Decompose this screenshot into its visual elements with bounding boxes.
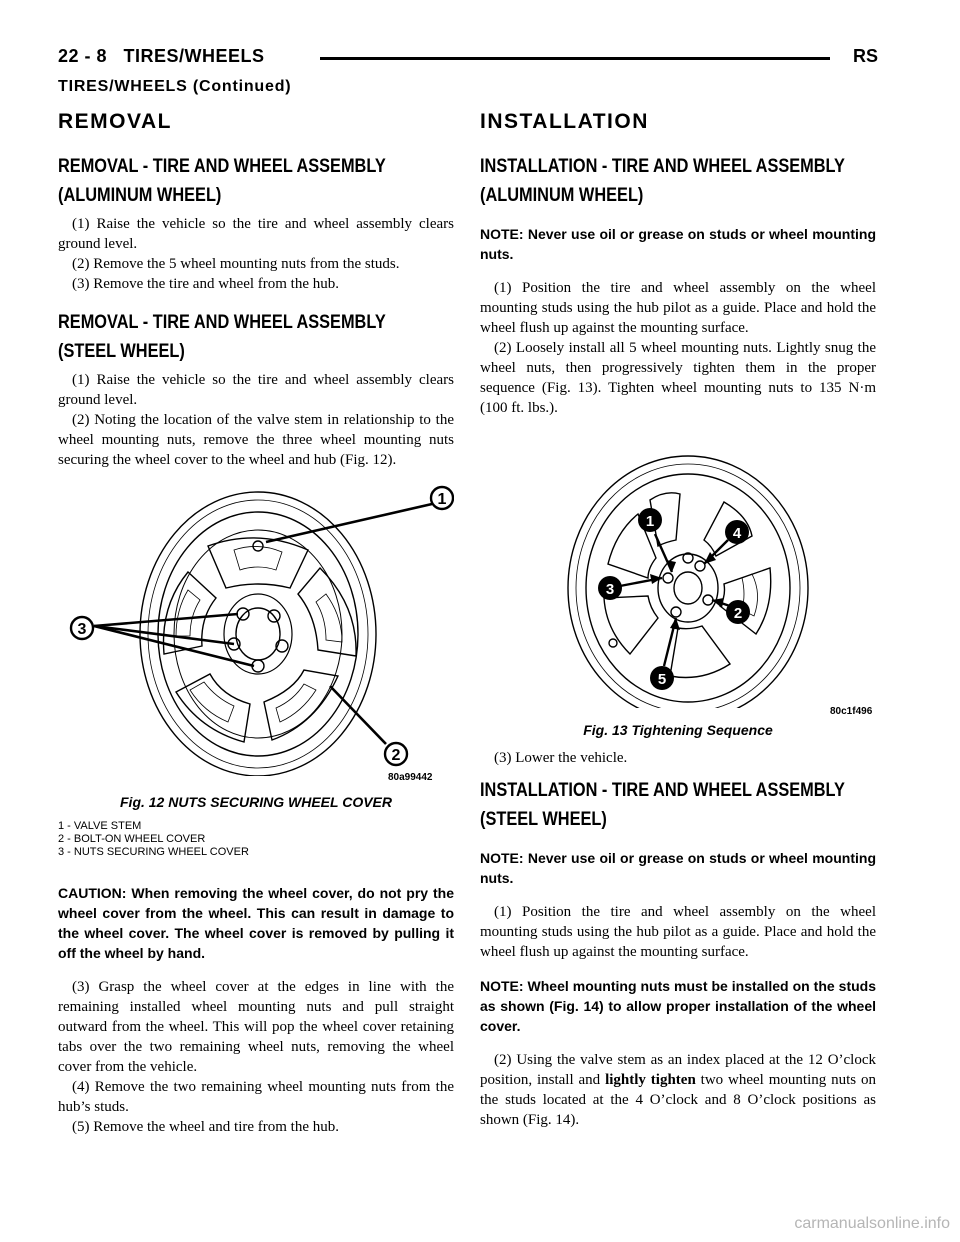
install-steel-title xyxy=(480,776,875,834)
title-line: (STEEL WHEEL) xyxy=(58,341,185,362)
figure-12-caption: Fig. 12 NUTS SECURING WHEEL COVER xyxy=(120,794,392,810)
step: (1) Raise the vehicle so the tire and wheel assembly clears ground level. xyxy=(58,372,454,408)
step: (4) Remove the two remaining wheel mounting nuts from the hub’s studs. xyxy=(58,1079,454,1115)
step-text: (2) Using the valve stem as an index placed at the 12 O’clock position, install and xyxy=(480,1052,876,1088)
seq-callout-1: 1 xyxy=(645,513,655,530)
right-column xyxy=(480,110,876,1130)
step: (2) Noting the location of the valve stem in relationship to the wheel mounting nuts, remove the three wheel mounting nuts securing the wheel cover to the wheel and hub (Fig. 12). xyxy=(58,412,454,468)
seq-callout-2: 2 xyxy=(733,605,743,622)
tightening-sequence-illustration xyxy=(480,428,876,708)
spacer xyxy=(480,768,876,776)
seq-callout-4: 4 xyxy=(732,525,742,542)
title-line: INSTALLATION - TIRE AND WHEEL ASSEMBLY xyxy=(480,156,845,177)
figure-12-legend xyxy=(58,820,454,859)
spacer xyxy=(480,738,876,748)
title-line: (ALUMINUM WHEEL) xyxy=(58,185,222,206)
header-rule xyxy=(320,57,830,60)
step: (3) Lower the vehicle. xyxy=(494,750,628,766)
section-name: TIRES/WHEELS xyxy=(123,46,265,66)
spacer xyxy=(58,294,454,308)
legend-item: 1 - VALVE STEM xyxy=(58,820,142,832)
removal-aluminum-title xyxy=(58,152,453,210)
caution-text: CAUTION: When removing the wheel cover, do not pry the wheel cover from the wheel. This can result in damage to the wheel cover. The wheel cover is removed by pulling it off the wheel by hand. xyxy=(58,885,454,961)
title-line: REMOVAL - TIRE AND WHEEL ASSEMBLY xyxy=(58,156,386,177)
step: (2) Remove the 5 wheel mounting nuts from the studs. xyxy=(72,256,400,272)
title-line: (ALUMINUM WHEEL) xyxy=(480,185,644,206)
step: (1) Position the tire and wheel assembly on the wheel mounting studs using the hub pilot as a guide. Place and hold the wheel flush up against the mounting surface. xyxy=(480,280,876,336)
note-text: NOTE: Never use oil or grease on studs or wheel mounting nuts. xyxy=(480,226,876,262)
removal-heading: REMOVAL xyxy=(58,110,172,133)
step: (3) Grasp the wheel cover at the edges in line with the remaining installed wheel mounting nuts and pull straight outward from the wheel. This will pop the wheel cover retaining tabs over the two remaining wheel nuts, removing the wheel cover from the vehicle. xyxy=(58,979,454,1075)
step: (5) Remove the wheel and tire from the hub. xyxy=(72,1119,339,1135)
spacer xyxy=(58,859,454,883)
legend-item: 3 - NUTS SECURING WHEEL COVER xyxy=(58,846,249,858)
model-code: RS xyxy=(852,46,878,66)
note-text: NOTE: Never use oil or grease on studs or wheel mounting nuts. xyxy=(480,850,876,886)
callout-1: 1 xyxy=(437,491,447,508)
page-number: 22 - 8 xyxy=(58,46,108,66)
title-line: INSTALLATION - TIRE AND WHEEL ASSEMBLY xyxy=(480,780,845,801)
figure-13 xyxy=(480,428,876,722)
seq-callout-3: 3 xyxy=(605,581,615,598)
step: (1) Position the tire and wheel assembly on the wheel mounting studs using the hub pilot as a guide. Place and hold the wheel flush up against the mounting surface. xyxy=(480,904,876,960)
wheel-cover-illustration xyxy=(58,476,454,776)
figure-12 xyxy=(58,476,454,794)
step-emphasis: lightly tighten xyxy=(605,1072,696,1088)
callout-2: 2 xyxy=(391,747,401,764)
watermark: carmanualsonline.info xyxy=(794,1215,950,1232)
title-line: REMOVAL - TIRE AND WHEEL ASSEMBLY xyxy=(58,312,386,333)
step: (1) Raise the vehicle so the tire and wheel assembly clears ground level. xyxy=(58,216,454,252)
figure-code: 80c1f496 xyxy=(830,706,873,717)
left-column xyxy=(58,110,454,1137)
note-text: NOTE: Wheel mounting nuts must be installed on the studs as shown (Fig. 14) to allow proper installation of the wheel cover. xyxy=(480,978,876,1034)
install-aluminum-title xyxy=(480,152,875,210)
installation-heading: INSTALLATION xyxy=(480,110,649,133)
step: (3) Remove the tire and wheel from the hub. xyxy=(72,276,339,292)
step: (2) Loosely install all 5 wheel mounting nuts. Lightly snug the wheel nuts, then progressively tighten them in the proper sequence (Fig. 13). Tighten wheel mounting nuts to 135 N·m (100 ft. lbs.). xyxy=(480,340,876,416)
page-header xyxy=(58,46,878,72)
continued-title: TIRES/WHEELS (Continued) xyxy=(58,78,292,95)
step-text: two wheel mounting nuts on the studs located at the 4 O’clock and 8 O’clock positions as shown (Fig. 14). xyxy=(480,1072,876,1128)
callout-3: 3 xyxy=(77,621,87,638)
spacer xyxy=(480,214,876,224)
seq-callout-5: 5 xyxy=(657,671,667,688)
removal-steel-title xyxy=(58,308,453,366)
title-line: (STEEL WHEEL) xyxy=(480,809,607,830)
figure-13-caption: Fig. 13 Tightening Sequence xyxy=(583,722,773,738)
spacer xyxy=(480,838,876,848)
header-left xyxy=(58,46,265,67)
step xyxy=(480,1050,876,1130)
legend-item: 2 - BOLT-ON WHEEL COVER xyxy=(58,833,206,845)
spacer xyxy=(480,962,876,976)
figure-code: 80a99442 xyxy=(388,772,433,783)
